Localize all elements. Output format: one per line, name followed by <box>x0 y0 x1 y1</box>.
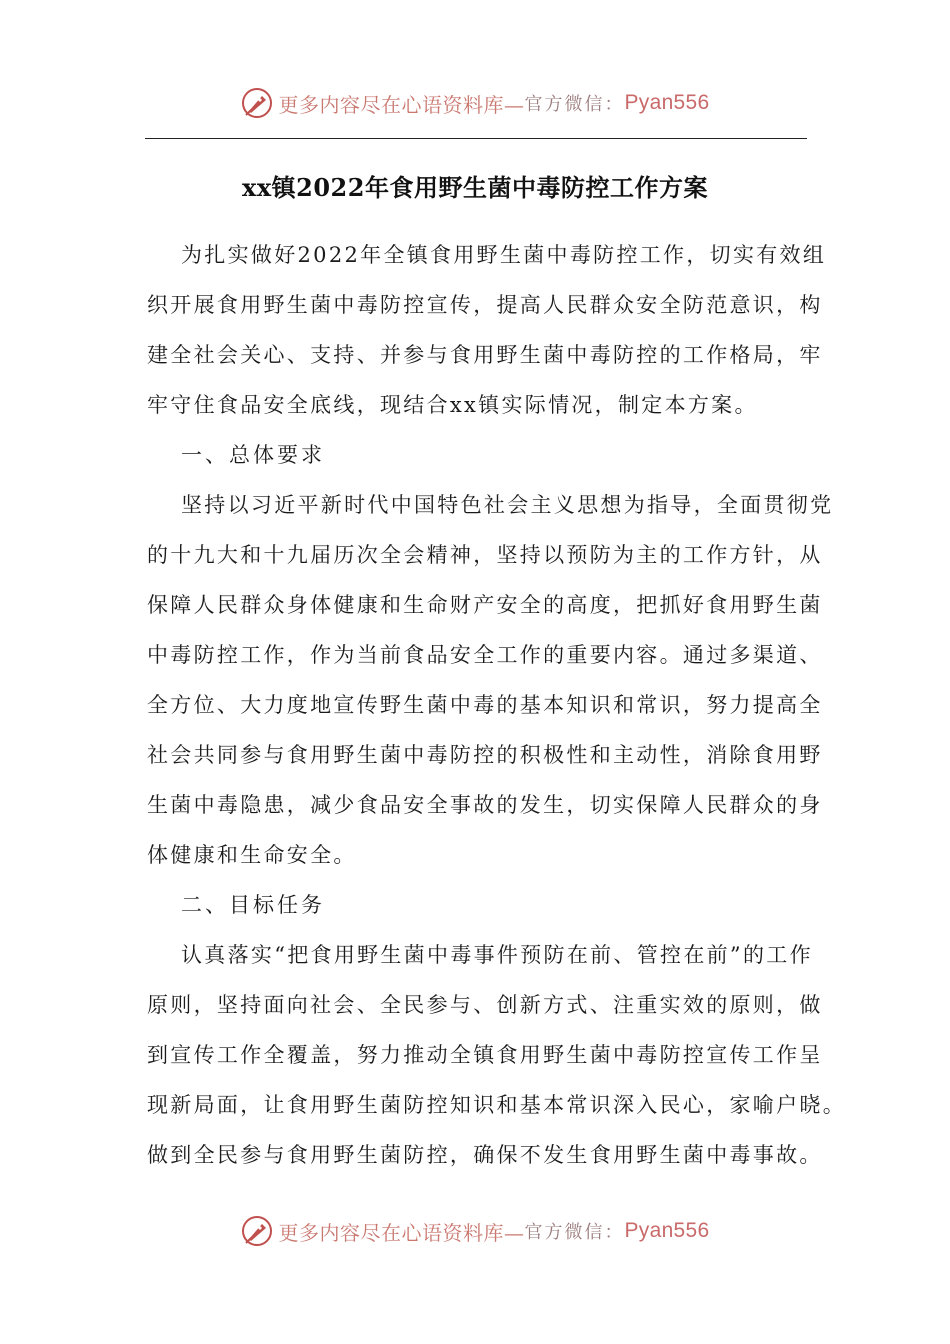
paragraph-line: 现新局面，让食用野生菌防控知识和基本常识深入民心，家喻户晓。 <box>147 1093 846 1117</box>
paragraph-line: 的十九大和十九届历次全会精神，坚持以预防为主的工作方针，从 <box>147 543 823 567</box>
banner-wechat-id: Pyan556 <box>624 1219 710 1242</box>
header-banner <box>0 78 950 128</box>
paragraph-line: 牢守住食品安全底线，现结合xx镇实际情况，制定本方案。 <box>147 393 758 417</box>
paragraph-line: 织开展食用野生菌中毒防控宣传，提高人民群众安全防范意识，构 <box>147 293 823 317</box>
document-body <box>147 230 846 1180</box>
section-heading: 一、总体要求 <box>181 443 325 467</box>
paragraph-line: 为扎实做好2022年全镇食用野生菌中毒防控工作，切实有效组 <box>181 243 827 267</box>
document-title: xx镇2022年食用野生菌中毒防控工作方案 <box>242 173 708 202</box>
banner-wechat-id: Pyan556 <box>624 91 710 114</box>
paragraph-line: 保障人民群众身体健康和生命财产安全的高度，把抓好食用野生菌 <box>147 593 823 617</box>
paragraph-line: 全方位、大力度地宣传野生菌中毒的基本知识和常识，努力提高全 <box>147 693 823 717</box>
banner-wechat-label: 官方微信： <box>524 94 625 115</box>
paragraph-line: 做到全民参与食用野生菌防控，确保不发生食用野生菌中毒事故。 <box>147 1143 823 1167</box>
paragraph-line: 社会共同参与食用野生菌中毒防控的积极性和主动性，消除食用野 <box>147 743 823 767</box>
footer-banner <box>0 1206 950 1256</box>
pen-nib-logo-icon <box>240 86 274 120</box>
paragraph-line: 生菌中毒隐患，减少食品安全事故的发生，切实保障人民群众的身 <box>147 793 823 817</box>
section-heading: 二、目标任务 <box>181 893 325 917</box>
paragraph-line: 中毒防控工作，作为当前食品安全工作的重要内容。通过多渠道、 <box>147 643 823 667</box>
paragraph-line: 建全社会关心、支持、并参与食用野生菌中毒防控的工作格局，牢 <box>147 343 823 367</box>
banner-wechat-label: 官方微信： <box>524 1222 625 1243</box>
paragraph-line: 认真落实“把食用野生菌中毒事件预防在前、管控在前”的工作 <box>181 943 813 967</box>
paragraph-line: 体健康和生命安全。 <box>147 843 357 867</box>
paragraph-line: 坚持以习近平新时代中国特色社会主义思想为指导，全面贯彻党 <box>181 493 834 517</box>
pen-nib-logo-icon <box>240 1214 274 1248</box>
paragraph-line: 原则，坚持面向社会、全民参与、创新方式、注重实效的原则，做 <box>147 993 823 1017</box>
banner-site-text: 更多内容尽在心语资料库— <box>278 1220 525 1245</box>
banner-site-text: 更多内容尽在心语资料库— <box>278 92 525 117</box>
paragraph-line: 到宣传工作全覆盖，努力推动全镇食用野生菌中毒防控宣传工作呈 <box>147 1043 823 1067</box>
header-divider <box>145 138 807 139</box>
